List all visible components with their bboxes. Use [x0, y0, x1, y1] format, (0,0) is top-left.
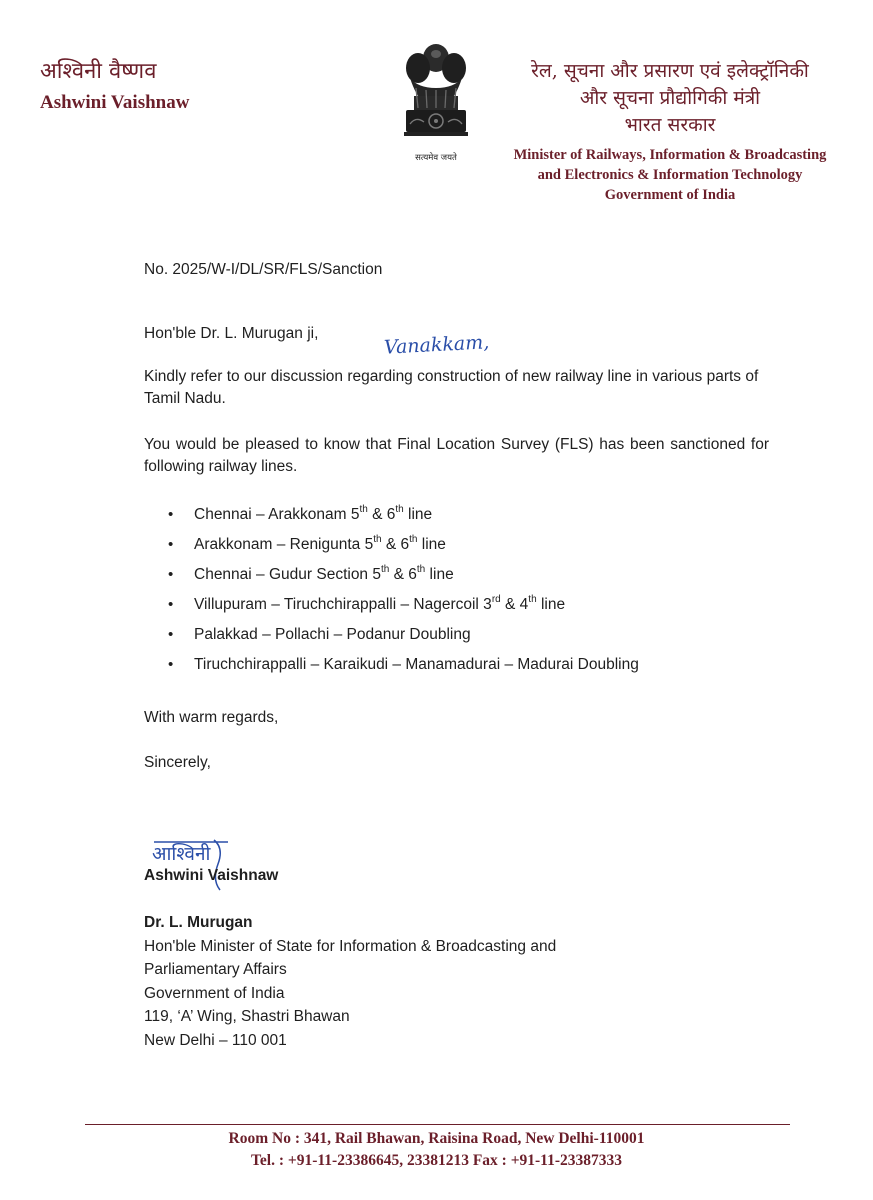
title-hindi-line-1: रेल, सूचना और प्रसारण एवं इलेक्ट्रॉनिकी	[531, 60, 809, 82]
salutation: Hon'ble Dr. L. Murugan ji,	[144, 325, 319, 342]
list-item: • Chennai – Arakkonam 5th & 6th line	[144, 503, 639, 533]
title-english-line-2: and Electronics & Information Technology	[537, 167, 803, 183]
recipient-organisation: Government of India	[144, 984, 285, 1002]
paragraph-discussion: Kindly refer to our discussion regarding construction of new railway line in various parts of Tamil Nadu.	[144, 368, 759, 407]
title-hindi-line-2: और सूचना प्रौद्योगिकी मंत्री	[579, 87, 761, 109]
closing-regards: With warm regards,	[144, 709, 279, 726]
paragraph-fls-sanction: You would be pleased to know that Final Location Survey (FLS) has been sanctioned for following railway lines.	[144, 436, 769, 475]
list-item: • Arakkonam – Renigunta 5th & 6th line	[144, 533, 639, 563]
recipient-address-line-2: New Delhi – 110 001	[144, 1031, 287, 1049]
emblem-graphic	[396, 38, 476, 166]
closing-sincerely: Sincerely,	[144, 754, 211, 771]
bullet-icon: •	[168, 566, 174, 583]
title-english-line-1: Minister of Railways, Information & Broadcasting	[513, 147, 827, 163]
sender-name-english: Ashwini Vaishnaw	[40, 92, 190, 113]
recipient-designation-line-2: Parliamentary Affairs	[144, 961, 287, 978]
recipient-address-line-1: 119, ‘A’ Wing, Shastri Bhawan	[144, 1008, 350, 1025]
signature-hindi: आश्विनी	[152, 843, 211, 865]
sender-name-hindi: अश्विनी वैष्णव	[40, 59, 157, 84]
recipient-address-block	[144, 911, 556, 1052]
list-item: • Tiruchchirappalli – Karaikudi – Manamadurai – Madurai Doubling	[144, 653, 639, 683]
list-item: • Palakkad – Pollachi – Podanur Doubling	[144, 623, 639, 653]
bullet-icon: •	[168, 536, 174, 553]
bullet-icon: •	[168, 656, 174, 673]
signatory-name: Ashwini Vaishnaw	[144, 867, 279, 884]
recipient-designation-line-1: Hon'ble Minister of State for Information & Broadcasting and	[144, 937, 557, 955]
footer-contact: Tel. : +91-11-23386645, 23381213 Fax : +91-11-23387333	[251, 1152, 622, 1169]
handwritten-greeting: Vanakkam,	[383, 331, 490, 359]
title-english-line-3: Government of India	[604, 187, 736, 203]
list-item: • Chennai – Gudur Section 5th & 6th line	[144, 563, 639, 593]
bullet-icon: •	[168, 626, 174, 643]
railway-lines-list	[144, 503, 639, 683]
list-item: • Villupuram – Tiruchchirappalli – Nagercoil 3rd & 4th line	[144, 593, 639, 623]
national-emblem-icon	[396, 38, 476, 166]
reference-number: No. 2025/W-I/DL/SR/FLS/Sanction	[144, 261, 383, 278]
title-hindi-line-3: भारत सरकार	[624, 114, 716, 136]
footer-divider	[85, 1124, 790, 1125]
letterhead-title-block	[505, 58, 835, 205]
emblem-motto: सत्यमेव जयते	[415, 153, 457, 163]
bullet-icon: •	[168, 506, 174, 523]
recipient-name: Dr. L. Murugan	[144, 914, 253, 931]
letterhead-sender-block	[40, 58, 189, 116]
bullet-icon: •	[168, 596, 174, 613]
footer-address: Room No : 341, Rail Bhawan, Raisina Road, New Delhi-110001	[228, 1130, 645, 1147]
